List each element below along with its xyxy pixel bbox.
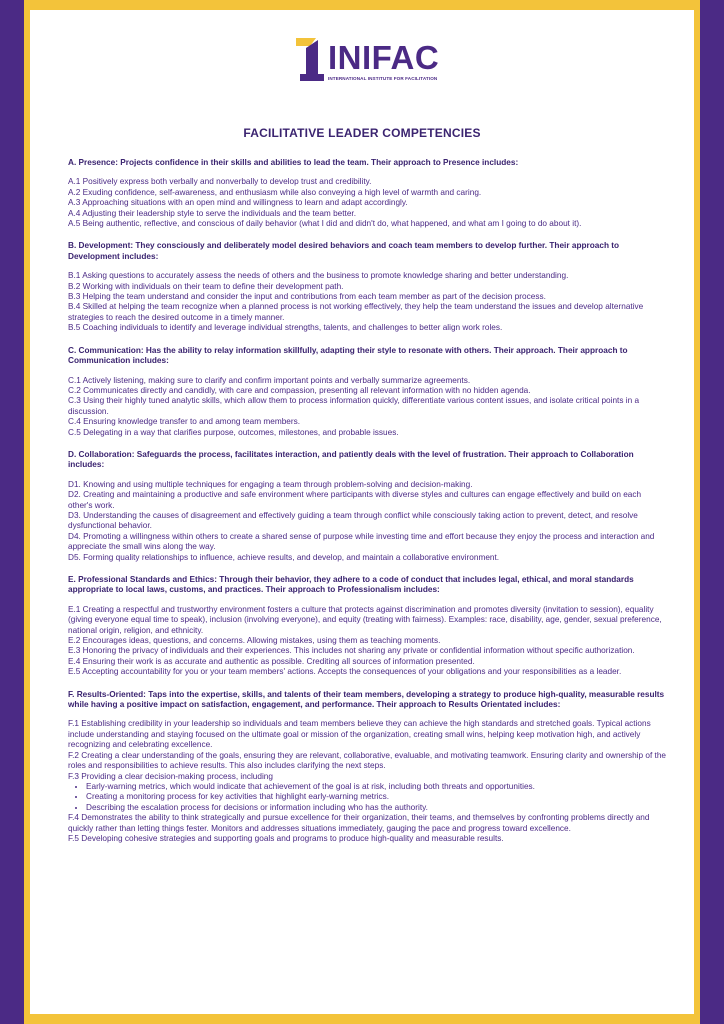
list-item: B.2 Working with individuals on their team to define their development path. [68, 281, 344, 291]
section-heading: A. Presence: Projects confidence in their skills and abilities to lead the team. Their approach to Presence includes: [68, 158, 519, 167]
section-results-oriented [68, 690, 666, 845]
logo-wordmark: INIFAC [328, 39, 440, 76]
list-item: F.4 Demonstrates the ability to think strategically and pursue excellence for their organization, their teams, and themselves by confronting problems directly and quickly rather than letting things fester. Monitors and addresses situations immediately, gauging the pace and progress toward excellence. [68, 813, 650, 833]
list-item: F.5 Developing cohesive strategies and supporting goals and programs to produce high-quality and measurable results. [68, 833, 504, 843]
list-item: E.4 Ensuring their work is as accurate and authentic as possible. Crediting all sources of information presented. [68, 656, 475, 666]
section-heading: B. Development: They consciously and deliberately model desired behaviors and coach team members to develop further. Their approach to Development includes: [68, 241, 620, 261]
list-item: C.4 Ensuring knowledge transfer to and among team members. [68, 417, 301, 427]
list-item: E.1 Creating a respectful and trustworthy environment fosters a culture that protects against discrimination and promotes diversity (invitation to session), equality (giving everyone equal time to speak), inclusion (involving everyone), and equity (treating with fairness). Examples: race, disability, age, gender, sexual preference, national origin, religion, and ethnicity. [68, 604, 662, 635]
list-item: E.5 Accepting accountability for you or your team members' actions. Accepts the consequences of your obligations and your responsibilities as a leader. [68, 667, 622, 677]
list-item: A.2 Exuding confidence, self-awareness, and enthusiasm while also conveying a high level of warmth and caring. [68, 187, 482, 197]
inifac-logo-mark-icon [294, 36, 328, 84]
bullet-item: • Describing the escalation process for decisions or information including who has the authority. [86, 803, 666, 813]
list-item: F.1 Establishing credibility in your leadership so individuals and team members believe they can achieve the high standards and stretched goals. Typical actions include understanding and staying focused on the ultimate goal or mission of the organization, creating small wins, helping keep motivation high, and actively recognizing and celebrating excellence. [68, 719, 651, 750]
list-item: B.5 Coaching individuals to identify and leverage individual strengths, talents, and challenges to better align work roles. [68, 323, 503, 333]
section-communication [68, 346, 666, 438]
list-item: B.3 Helping the team understand and consider the input and contributions from each team member as part of the decision process. [68, 292, 546, 302]
document-page [30, 10, 694, 1014]
list-item: C.3 Using their highly tuned analytic skills, which allow them to process information quickly, differentiate various content issues, and isolate critical points in a discussion. [68, 396, 640, 416]
logo-tagline: INTERNATIONAL INSTITUTE FOR FACILITATION [328, 76, 438, 81]
list-item: C.2 Communicates directly and candidly, with care and compassion, presenting all relevant information with no hidden agenda. [68, 385, 531, 395]
list-item: A.1 Positively express both verbally and nonverbally to develop trust and credibility. [68, 177, 372, 187]
list-item: B.1 Asking questions to accurately assess the needs of others and the business to promote knowledge sharing and better understanding. [68, 271, 569, 281]
competencies-content [68, 158, 666, 856]
list-item: D3. Understanding the causes of disagreement and effectively guiding a team through conflict while consciously taking action to prevent, detect, and resolve dysfunctional behavior. [68, 510, 638, 531]
list-item: D1. Knowing and using multiple techniques for engaging a team through problem-solving and decision-making. [68, 479, 473, 489]
list-item: C.5 Delegating in a way that clarifies purpose, outcomes, milestones, and probable issues. [68, 427, 399, 437]
list-item: F.2 Creating a clear understanding of the goals, ensuring they are relevant, collaborative, evaluable, and motivating teamwork. Ensuring clarity and ownership of the roles and responsibilities to achieve results. This also includes clarifying the next steps. [68, 750, 667, 771]
inifac-logo [294, 36, 444, 98]
list-item: D2. Creating and maintaining a productive and safe environment where participants with diverse styles and cultures can engage effectively and build on each other's work. [68, 490, 642, 510]
section-presence [68, 158, 666, 229]
decision-process-bullets [68, 782, 666, 813]
list-item: A.4 Adjusting their leadership style to serve the individuals and the team better. [68, 208, 357, 218]
bullet-item: • Creating a monitoring process for key activities that highlight early-warning metrics. [86, 792, 666, 802]
list-item: E.2 Encourages ideas, questions, and concerns. Allowing mistakes, using them as teaching moments. [68, 636, 441, 646]
list-item: D4. Promoting a willingness within others to create a shared sense of purpose while investing time and effort because they enjoy the process and interaction and appreciate the small wins along the way. [68, 531, 655, 552]
section-collaboration [68, 450, 666, 563]
section-heading: D. Collaboration: Safeguards the process, facilitates interaction, and patiently deals with the level of frustration. Their approach to Collaboration includes: [68, 449, 634, 470]
list-item: B.4 Skilled at helping the team recognize when a planned process is not working effectively, they help the team understand the issues and develop alternative strategies to reach the desired outcome in a timely manner. [68, 302, 644, 322]
list-item: C.1 Actively listening, making sure to clarify and confirm important points and verbally summarize agreements. [68, 375, 471, 385]
document-title: FACILITATIVE LEADER COMPETENCIES [243, 126, 481, 140]
section-development [68, 241, 666, 333]
list-item: A.3 Approaching situations with an open mind and willingness to learn and adapt accordingly. [68, 198, 408, 208]
list-item: F.3 Providing a clear decision-making process, including [68, 771, 273, 781]
left-purple-border [0, 0, 24, 1024]
section-professional-standards [68, 575, 666, 678]
section-heading: E. Professional Standards and Ethics: Through their behavior, they adhere to a code of conduct that includes legal, ethical, and moral standards appropriate to local laws, customs, and practices. Their approach to Professionalism includes: [68, 575, 634, 595]
bullet-item: • Early-warning metrics, which would indicate that achievement of the goal is at risk, including both threats and opportunities. [86, 782, 666, 792]
right-purple-border [700, 0, 724, 1024]
list-item: A.5 Being authentic, reflective, and conscious of daily behavior (what I did and didn't do, what happened, and what am I going to do about it). [68, 219, 582, 229]
section-heading: F. Results-Oriented: Taps into the expertise, skills, and talents of their team members, developing a strategy to produce high-quality, measurable results while having a positive impact on satisfaction, engagement, and performance. Their approach to Results Orientated includes: [68, 689, 665, 710]
section-heading: C. Communication: Has the ability to relay information skillfully, adapting their style to resonate with others. Their approach. Their approach to Communication includes: [68, 345, 628, 366]
list-item: E.3 Honoring the privacy of individuals and their experiences. This includes not sharing any private or confidential information without specific authorization. [68, 646, 635, 656]
list-item: D5. Forming quality relationships to influence, achieve results, and develop, and maintain a collaborative environment. [68, 552, 500, 562]
